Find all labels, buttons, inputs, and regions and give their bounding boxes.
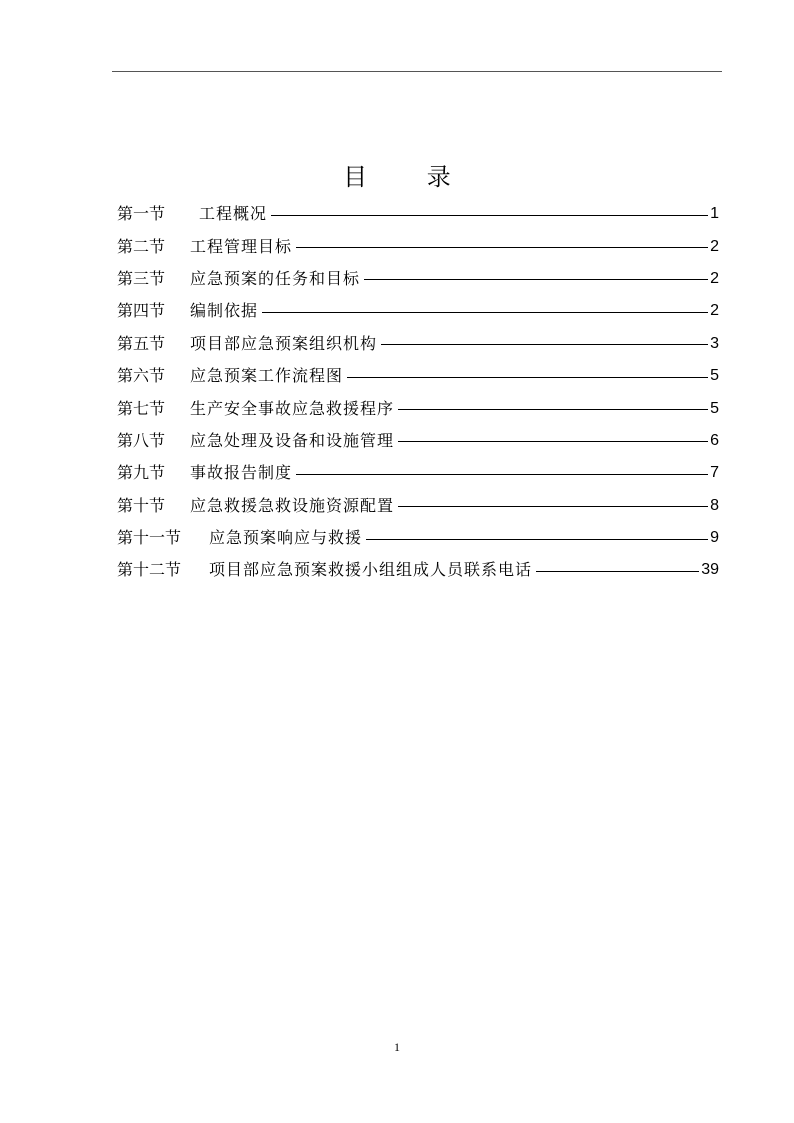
toc-entry-title: 事故报告制度	[190, 463, 293, 483]
toc-entry[interactable]	[117, 230, 719, 262]
toc-entry[interactable]	[117, 522, 719, 554]
toc-entry[interactable]	[117, 425, 719, 457]
toc-entry-title: 应急预案响应与救援	[209, 528, 363, 548]
toc-page-number: 8	[710, 496, 719, 514]
toc-entry[interactable]	[117, 554, 719, 586]
toc-leader-line	[398, 441, 708, 442]
toc-entry[interactable]	[117, 457, 719, 489]
toc-section-number: 第四节	[117, 301, 166, 321]
toc-page-number: 6	[710, 431, 719, 449]
toc-page-number: 5	[710, 367, 719, 385]
toc-leader-line	[262, 312, 708, 313]
toc-section-number: 第六节	[117, 366, 166, 386]
toc-leader-line	[381, 344, 708, 345]
toc-page-number: 3	[710, 334, 719, 352]
toc-entry[interactable]	[117, 263, 719, 295]
toc-page-number: 39	[701, 561, 719, 579]
toc-entry-title: 项目部应急预案救援小组组成人员联系电话	[209, 560, 533, 580]
toc-entry[interactable]	[117, 295, 719, 327]
toc-title: 目 录	[343, 163, 477, 191]
toc-entry-title: 应急预案的任务和目标	[190, 268, 361, 288]
toc-page-number: 5	[710, 399, 719, 417]
toc-entry-title: 应急处理及设备和设施管理	[190, 430, 395, 450]
toc-entry[interactable]	[117, 198, 719, 230]
toc-entry-title: 应急救援急救设施资源配置	[190, 495, 395, 515]
toc-page-number: 2	[710, 302, 719, 320]
toc-section-number: 第十一节	[117, 528, 182, 548]
header-rule	[112, 71, 722, 72]
toc-list	[117, 198, 719, 587]
toc-page-number: 2	[710, 237, 719, 255]
toc-entry-title: 项目部应急预案组织机构	[190, 333, 378, 353]
toc-page-number: 9	[710, 529, 719, 547]
toc-leader-line	[296, 474, 708, 475]
toc-section-number: 第十二节	[117, 560, 182, 580]
footer-page-number: 1	[394, 1040, 400, 1054]
toc-page-number: 2	[710, 269, 719, 287]
toc-section-number: 第二节	[117, 236, 166, 256]
toc-section-number: 第九节	[117, 463, 166, 483]
toc-leader-line	[296, 247, 708, 248]
toc-section-number: 第八节	[117, 430, 166, 450]
toc-leader-line	[364, 279, 708, 280]
toc-entry-title: 工程管理目标	[190, 236, 293, 256]
toc-section-number: 第七节	[117, 398, 166, 418]
toc-leader-line	[347, 377, 708, 378]
toc-section-number: 第十节	[117, 495, 166, 515]
toc-leader-line	[366, 539, 708, 540]
toc-section-number: 第五节	[117, 333, 166, 353]
toc-page-number: 1	[710, 205, 719, 223]
toc-page-number: 7	[710, 464, 719, 482]
toc-entry[interactable]	[117, 392, 719, 424]
toc-entry-title: 编制依据	[190, 301, 259, 321]
toc-entry-title: 生产安全事故应急救援程序	[190, 398, 395, 418]
toc-entry[interactable]	[117, 490, 719, 522]
toc-entry[interactable]	[117, 360, 719, 392]
toc-entry-title: 工程概况	[199, 204, 268, 224]
toc-leader-line	[398, 506, 708, 507]
toc-section-number: 第一节	[117, 204, 166, 224]
toc-leader-line	[536, 571, 699, 572]
toc-leader-line	[398, 409, 708, 410]
toc-entry[interactable]	[117, 328, 719, 360]
toc-entry-title: 应急预案工作流程图	[190, 366, 344, 386]
toc-section-number: 第三节	[117, 268, 166, 288]
toc-leader-line	[271, 215, 708, 216]
